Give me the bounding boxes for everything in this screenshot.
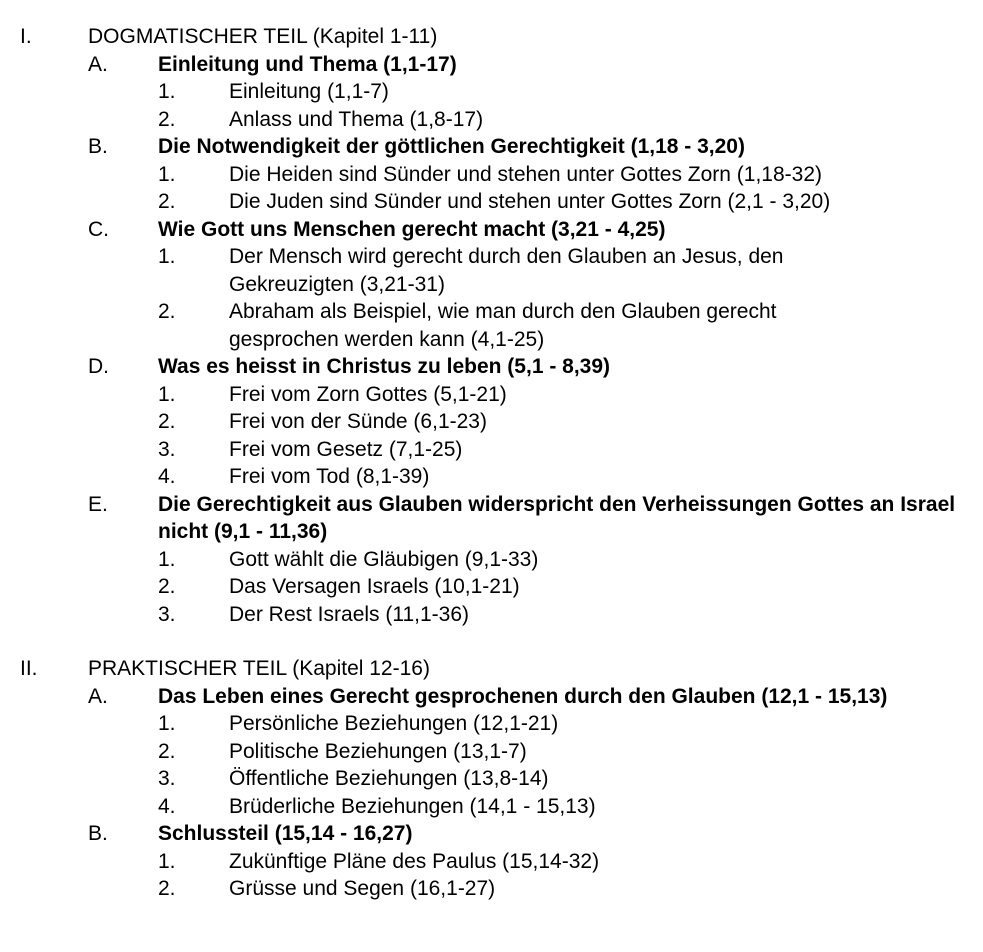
list-item <box>0 243 983 298</box>
section-heading <box>0 655 983 683</box>
item-text: Frei vom Zorn Gottes (5,1-21) <box>229 382 507 406</box>
section-marker: I. <box>20 25 32 48</box>
subsection <box>0 51 983 134</box>
section-heading <box>0 23 983 51</box>
item-text: Frei von der Sünde (6,1-23) <box>229 410 487 433</box>
list-item <box>0 298 983 353</box>
list-item <box>0 765 983 793</box>
item-marker: 1. <box>158 80 176 103</box>
subsection-marker: A. <box>88 52 108 76</box>
item-text: Frei vom Tod (8,1-39) <box>229 465 430 488</box>
list-item <box>0 573 983 601</box>
subsection-title: Was es heisst in Christus zu leben (5,1 - 8,39) <box>158 355 611 378</box>
subsection-marker: A. <box>88 684 108 708</box>
document-outline <box>0 23 983 903</box>
item-text: Öffentliche Beziehungen (13,8-14) <box>229 767 549 790</box>
item-marker: 2. <box>158 300 176 323</box>
item-marker: 2. <box>158 190 176 213</box>
subsection-marker: C. <box>88 217 109 241</box>
section-marker: II. <box>20 657 38 680</box>
item-marker: 1. <box>158 382 176 406</box>
item-marker: 1. <box>158 162 176 186</box>
subsection-marker: E. <box>88 492 108 516</box>
subsection-title: Die Gerechtigkeit aus Glauben widerspricht den Verheissungen Gottes an Israel nicht (9,1 - 11,36) <box>158 492 956 543</box>
item-marker: 2. <box>158 739 176 763</box>
outline-section <box>0 655 983 903</box>
item-text: Einleitung (1,1-7) <box>229 80 389 103</box>
section-title: DOGMATISCHER TEIL (Kapitel 1-11) <box>88 25 438 48</box>
subsection-marker: D. <box>88 355 109 378</box>
item-text: Grüsse und Segen (16,1-27) <box>229 877 496 900</box>
list-item <box>0 463 983 491</box>
subsection-title: Die Notwendigkeit der göttlichen Gerechtigkeit (1,18 - 3,20) <box>158 135 745 158</box>
item-text: Gott wählt die Gläubigen (9,1-33) <box>229 547 539 571</box>
item-marker: 3. <box>158 437 176 461</box>
subsection-title: Das Leben eines Gerecht gesprochenen durch den Glauben (12,1 - 15,13) <box>158 684 888 708</box>
subsection <box>0 683 983 821</box>
item-text: Zukünftige Pläne des Paulus (15,14-32) <box>229 849 600 873</box>
list-item <box>0 793 983 821</box>
item-text: Der Mensch wird gerecht durch den Glauben an Jesus, den Gekreuzigten (3,21-31) <box>229 245 784 296</box>
item-text: Frei vom Gesetz (7,1-25) <box>229 437 463 461</box>
list-item <box>0 381 983 409</box>
list-item <box>0 436 983 464</box>
outline-section <box>0 23 983 628</box>
list-item <box>0 188 983 216</box>
item-text: Die Juden sind Sünder und stehen unter Gottes Zorn (2,1 - 3,20) <box>229 190 831 213</box>
item-text: Politische Beziehungen (13,1-7) <box>229 739 527 763</box>
list-item <box>0 546 983 574</box>
item-text: Brüderliche Beziehungen (14,1 - 15,13) <box>229 794 596 818</box>
list-item <box>0 738 983 766</box>
subsection <box>0 216 983 354</box>
item-text: Die Heiden sind Sünder und stehen unter Gottes Zorn (1,18-32) <box>229 162 823 186</box>
item-text: Persönliche Beziehungen (12,1-21) <box>229 712 559 735</box>
list-item <box>0 875 983 903</box>
item-marker: 2. <box>158 877 176 900</box>
subsection-title: Einleitung und Thema (1,1-17) <box>158 52 457 76</box>
subsection <box>0 491 983 629</box>
list-item <box>0 848 983 876</box>
list-item <box>0 408 983 436</box>
subsection-marker: B. <box>88 135 108 158</box>
item-marker: 2. <box>158 575 176 598</box>
list-item <box>0 106 983 134</box>
subsection-title: Schlussteil (15,14 - 16,27) <box>158 822 413 845</box>
item-marker: 1. <box>158 712 176 735</box>
item-text: Anlass und Thema (1,8-17) <box>229 107 484 131</box>
list-item <box>0 161 983 189</box>
item-marker: 2. <box>158 410 176 433</box>
item-marker: 3. <box>158 602 176 626</box>
subsection <box>0 820 983 903</box>
item-marker: 3. <box>158 767 176 790</box>
item-text: Das Versagen Israels (10,1-21) <box>229 575 520 598</box>
subsection-title: Wie Gott uns Menschen gerecht macht (3,21 - 4,25) <box>158 217 666 241</box>
list-item <box>0 601 983 629</box>
item-marker: 4. <box>158 465 176 488</box>
item-marker: 1. <box>158 547 176 571</box>
subsection-marker: B. <box>88 822 108 845</box>
list-item <box>0 78 983 106</box>
item-marker: 1. <box>158 849 176 873</box>
item-marker: 2. <box>158 107 176 131</box>
item-text: Der Rest Israels (11,1-36) <box>229 602 470 626</box>
subsection <box>0 133 983 216</box>
item-marker: 1. <box>158 245 176 268</box>
subsection <box>0 353 983 491</box>
section-title: PRAKTISCHER TEIL (Kapitel 12-16) <box>88 657 430 680</box>
item-text: Abraham als Beispiel, wie man durch den Glauben gerecht gesprochen werden kann (4,1-25) <box>229 300 777 351</box>
list-item <box>0 710 983 738</box>
item-marker: 4. <box>158 794 176 818</box>
